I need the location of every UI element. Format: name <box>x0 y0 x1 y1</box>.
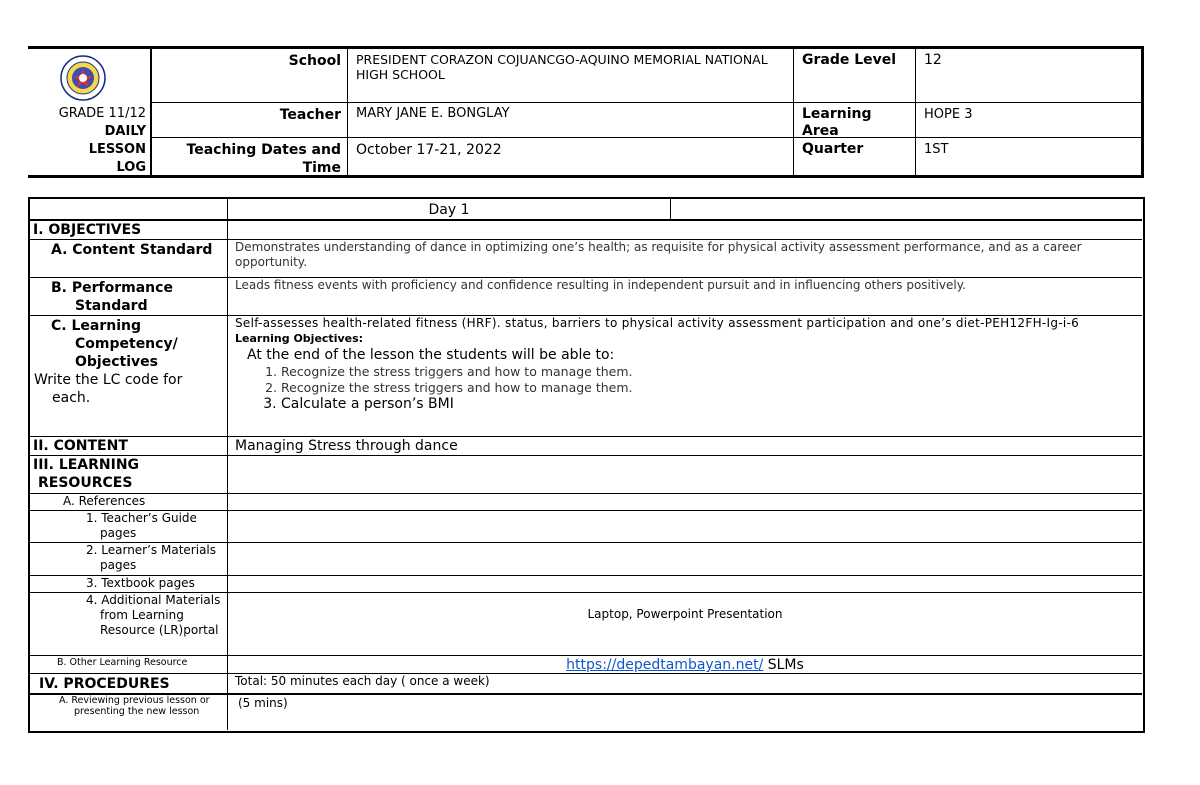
dates-label: Teaching Dates and Time <box>152 138 348 178</box>
performance-standard-label: B. Performance Standard <box>30 278 228 315</box>
references-label: A. References <box>30 494 228 510</box>
table-row <box>30 278 1142 316</box>
textbook-label: 3. Textbook pages <box>30 576 228 592</box>
empty-cell <box>30 199 228 219</box>
table-row <box>30 674 1142 695</box>
empty-cell <box>228 576 1142 592</box>
learning-area-value: HOPE 3 <box>924 107 973 122</box>
empty-cell <box>228 511 1142 542</box>
table-row <box>30 543 1142 576</box>
performance-standard-value: Leads fitness events with proficiency and confidence resulting in independent pursuit and in influencing others positively. <box>235 278 966 292</box>
quarter-label: Quarter <box>794 138 916 178</box>
header-row-school <box>152 49 1143 103</box>
other-resource-value-cell <box>228 656 1142 673</box>
lesson-line: LESSON <box>88 142 146 157</box>
teacher-label: Teacher <box>152 103 348 137</box>
grade-level-label: Grade Level <box>794 49 916 102</box>
procedures-heading: IV. PROCEDURES <box>30 674 228 693</box>
learners-materials-label: 2. Learner’s Materials pages <box>30 543 228 575</box>
day-header: Day 1 <box>228 199 671 219</box>
school-value: PRESIDENT CORAZON COJUANCGO-AQUINO MEMORIAL NATIONAL HIGH SCHOOL <box>348 49 794 102</box>
grade-daily-lesson-log-label <box>28 105 146 177</box>
procedures-value: Total: 50 minutes each day ( once a week) <box>235 674 490 688</box>
table-row <box>30 593 1142 656</box>
depedtambayan-link[interactable]: https://depedtambayan.net/ <box>566 657 764 673</box>
table-row <box>30 656 1142 674</box>
table-row <box>30 494 1142 511</box>
competency-label-cell <box>30 316 228 436</box>
daily-line: DAILY <box>104 124 146 139</box>
empty-cell <box>228 456 1142 493</box>
reviewing-value: (5 mins) <box>238 696 288 710</box>
header-left-cell <box>28 49 150 178</box>
school-label: School <box>152 49 348 102</box>
empty-cell <box>228 221 1142 239</box>
header-row-teacher <box>152 103 1143 138</box>
empty-cell <box>671 199 1142 219</box>
objectives-intro: At the end of the lesson the students will be able to: <box>247 347 615 363</box>
table-row <box>30 576 1142 593</box>
empty-cell <box>228 494 1142 510</box>
list-item: 2. Recognize the stress triggers and how to manage them. <box>281 380 1134 396</box>
slms-text: SLMs <box>763 657 804 673</box>
header-grid <box>150 49 1141 178</box>
table-row <box>30 437 1142 456</box>
log-line: LOG <box>116 160 146 175</box>
grade-line: GRADE 11/12 <box>58 106 146 121</box>
deped-seal-icon <box>60 55 106 101</box>
learning-objectives-label: Learning Objectives: <box>235 332 364 345</box>
learning-resources-heading: III. LEARNING RESOURCES <box>30 456 228 493</box>
list-item: 3. Calculate a person’s BMI <box>281 396 1134 412</box>
teachers-guide-label: 1. Teacher’s Guide pages <box>30 511 228 542</box>
learning-area-label: Learning Area <box>794 103 916 137</box>
content-standard-label: A. Content Standard <box>30 240 228 277</box>
content-heading: II. CONTENT <box>30 437 228 455</box>
competency-value: Self-assesses health-related fitness (HRF). status, barriers to physical activity assessment participation and one’s diet-PEH12FH-Ig-i-6 <box>235 316 1080 330</box>
table-row <box>30 199 1142 221</box>
quarter-value: 1ST <box>924 142 949 157</box>
other-resource-label: B. Other Learning Resource <box>30 656 228 673</box>
additional-materials-value: Laptop, Powerpoint Presentation <box>587 607 783 621</box>
competency-value-cell <box>228 316 1142 436</box>
teacher-value: MARY JANE E. BONGLAY <box>348 103 794 137</box>
header-table <box>28 46 1144 178</box>
list-item: 1. Recognize the stress triggers and how to manage them. <box>281 364 1134 380</box>
content-standard-value: Demonstrates understanding of dance in optimizing one’s health; as requisite for physical activity assessment performance, and as a career opportunity. <box>235 240 1082 269</box>
table-row <box>30 456 1142 494</box>
header-row-dates <box>152 138 1143 178</box>
table-row <box>30 221 1142 240</box>
table-row <box>30 240 1142 278</box>
additional-materials-label: 4. Additional Materials from Learning Resource (LR)portal <box>30 593 228 655</box>
table-row <box>30 316 1142 437</box>
reviewing-label: A. Reviewing previous lesson or presenting the new lesson <box>30 695 228 730</box>
grade-level-value: 12 <box>924 52 942 68</box>
competency-note: Write the LC code for each. <box>34 372 183 406</box>
lesson-log-table <box>28 197 1145 733</box>
objectives-heading: I. OBJECTIVES <box>30 221 228 239</box>
empty-cell <box>228 543 1142 575</box>
table-row <box>30 511 1142 543</box>
objectives-list <box>235 364 1134 412</box>
content-value: Managing Stress through dance <box>235 438 458 454</box>
dates-value: October 17-21, 2022 <box>348 138 794 178</box>
competency-label: C. Learning Competency/ Objectives <box>51 318 178 370</box>
table-row <box>30 695 1142 730</box>
